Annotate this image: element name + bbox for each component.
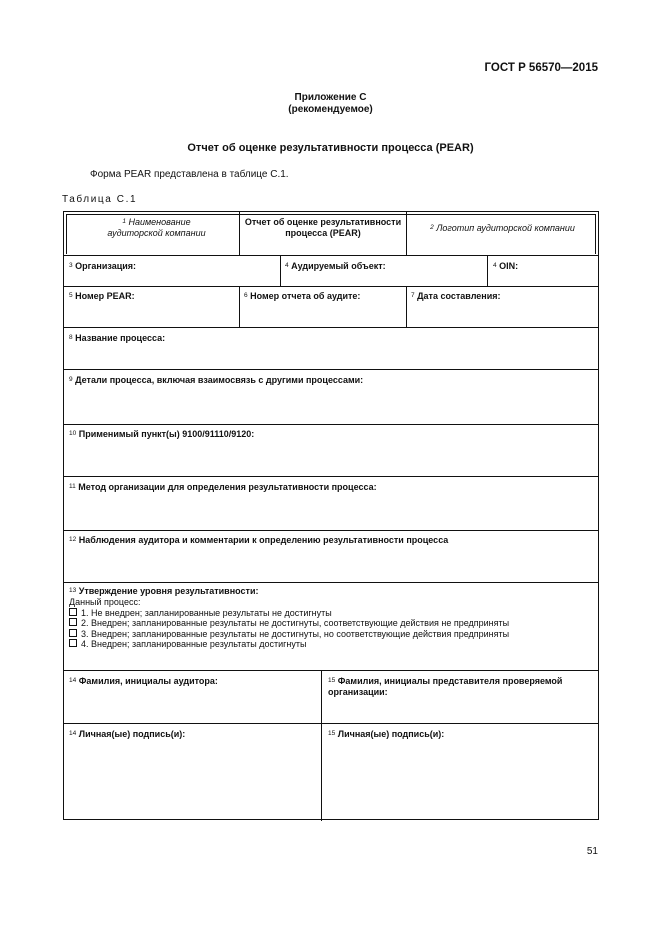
process-name-field[interactable]: $^8$ Название процесса: (69, 333, 166, 343)
table-caption: Таблица С.1 (62, 194, 138, 205)
effectiveness-option[interactable]: 1. Не внедрен; запланированные результаты не достигнуты (69, 608, 594, 619)
row-divider (64, 327, 598, 328)
row-divider (64, 670, 598, 671)
header-inner-line (66, 214, 596, 215)
representative-signature-field[interactable]: $^{15}$ Личная(ые) подпись(и): (328, 729, 445, 739)
row-divider (64, 369, 598, 370)
document-title: Отчет об оценке результативности процесса (PEAR) (187, 142, 474, 154)
effectiveness-option[interactable]: 2. Внедрен; запланированные результаты не достигнуты, соответствующие действия не предприняты (69, 618, 594, 629)
pear-number-field[interactable]: $^5$ Номер PEAR: (69, 291, 135, 301)
row-divider (64, 476, 598, 477)
appendix-subtitle: (рекомендуемое) (288, 104, 373, 115)
col-divider (280, 255, 281, 286)
process-details-field[interactable]: $^9$ Детали процесса, включая взаимосвязь с другими процессами: (69, 375, 364, 385)
col-divider (239, 212, 240, 255)
col-divider (239, 286, 240, 327)
row-divider (64, 582, 598, 583)
row-divider (64, 255, 598, 256)
col-divider (487, 255, 488, 286)
appendix-title: Приложение С (294, 92, 367, 103)
col-divider (321, 670, 322, 821)
checkbox-icon[interactable] (69, 618, 77, 626)
header-inner-line (595, 214, 596, 254)
col-divider (406, 286, 407, 327)
observations-field[interactable]: $^{12}$ Наблюдения аудитора и комментарии к определению результативности процесса (69, 535, 449, 545)
page-number: 51 (586, 846, 598, 857)
auditor-signature-field[interactable]: $^{14}$ Личная(ые) подпись(и): (69, 729, 186, 739)
applicable-clauses-field[interactable]: $^{10}$ Применимый пункт(ы) 9100/91110/9120: (69, 429, 255, 439)
checkbox-icon[interactable] (69, 608, 77, 616)
row-divider (64, 286, 598, 287)
audited-object-field[interactable]: $^4$ Аудируемый объект: (285, 261, 386, 271)
effectiveness-label: $^{13}$ Утверждение уровня результативности: (69, 586, 259, 596)
effectiveness-option[interactable]: 3. Внедрен; запланированные результаты не достигнуты, но соответствующие действия предприняты (69, 629, 594, 640)
oin-field[interactable]: $^4$ OIN: (493, 261, 519, 271)
date-field[interactable]: $^7$ Дата составления: (411, 291, 501, 301)
intro-text: Форма PEAR представлена в таблице С.1. (90, 169, 289, 180)
effectiveness-option[interactable]: 4. Внедрен; запланированные результаты достигнуты (69, 639, 594, 650)
representative-name-field[interactable]: $^{15}$ Фамилия, инициалы представителя проверяемой организации: (328, 676, 563, 697)
organization-field[interactable]: $^3$ Организация: (69, 261, 137, 271)
audit-company-logo-cell: $^2$ Логотип аудиторской компании (430, 223, 575, 233)
checkbox-icon[interactable] (69, 629, 77, 637)
audit-report-number-field[interactable]: $^6$ Номер отчета об аудите: (244, 291, 361, 301)
checkbox-icon[interactable] (69, 639, 77, 647)
col-divider (406, 212, 407, 255)
method-field[interactable]: $^{11}$ Метод организации для определения результативности процесса: (69, 482, 377, 492)
auditor-name-field[interactable]: $^{14}$ Фамилия, инициалы аудитора: (69, 676, 218, 686)
header-inner-line (66, 214, 67, 254)
effectiveness-section (69, 586, 594, 650)
effectiveness-intro: Данный процесс: (69, 597, 141, 607)
row-divider (64, 723, 598, 724)
row-divider (64, 530, 598, 531)
row-divider (64, 424, 598, 425)
document-code: ГОСТ Р 56570—2015 (484, 62, 598, 74)
form-heading-cell: Отчет об оценке результативности процесса (PEAR) (244, 217, 402, 238)
audit-company-name-cell: $^1$ Наименование аудиторской компании (107, 217, 206, 238)
pear-form-table (63, 211, 599, 820)
